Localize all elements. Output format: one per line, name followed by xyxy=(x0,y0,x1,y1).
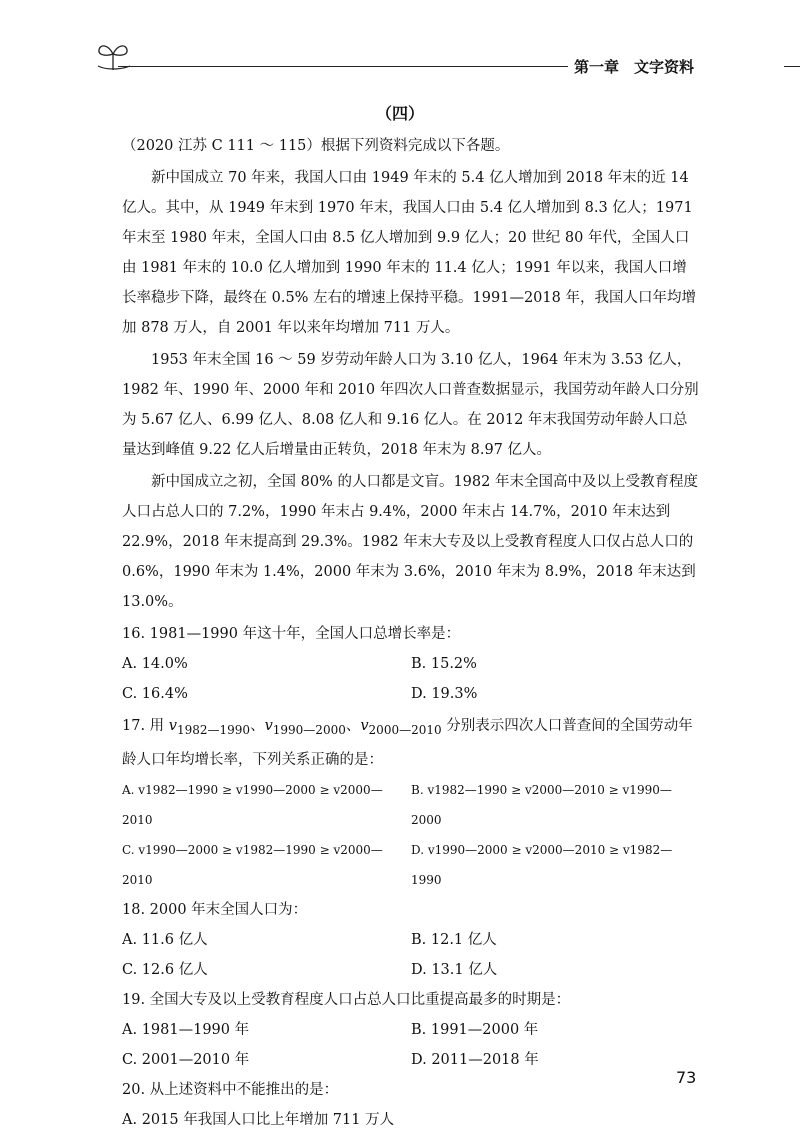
question-19-stem: 19. 全国大专及以上受教育程度人口占总人口比重提高最多的时期是： xyxy=(122,991,571,1008)
question-20-stem: 20. 从上述资料中不能推出的是： xyxy=(122,1081,339,1098)
q17-sep-1: 、 xyxy=(250,718,265,734)
q18-option-a[interactable]: A. 11.6 亿人 xyxy=(122,931,208,948)
q17-option-a[interactable]: A. v1982—1990 ≥ v1990—2000 ≥ v2000—2010 xyxy=(122,782,383,827)
sprout-icon xyxy=(96,40,130,72)
section-title: （四） xyxy=(375,104,424,123)
q17-sub-2: 1990—2000 xyxy=(272,722,346,737)
question-16-stem: 16. 1981—1990 年这十年，全国人口总增长率是： xyxy=(122,626,461,642)
q17-var-3: v xyxy=(360,718,369,734)
paragraph-1: 新中国成立 70 年来，我国人口由 1949 年末的 5.4 亿人增加到 2018 年末的近 14 亿人。其中，从 1949 年末到 1970 年末，我国人口由 5.4 亿人增加到 8.3 亿人；1971 年末至 1980 年末，全国人口由 8.5 亿人增加到 9.9 亿人；20 世纪 80 年代，全国人口由 1981 年末的 10.0 亿人增加到 1990 年末的 11.4 亿人；1991 年以来，我国人口增长率稳步下降，最终在 0.5% 左右的增速上保持平稳。1991—2018 年，我国人口年均增加 878 万人，自 2001 年以来年均增加 711 万人。 xyxy=(122,170,696,336)
q17-var-2: v xyxy=(264,718,273,734)
q18-option-d[interactable]: D. 13.1 亿人 xyxy=(411,961,498,978)
source-line: （2020 江苏 C 111 ～ 115）根据下列资料完成以下各题。 xyxy=(122,138,510,154)
page-content xyxy=(122,131,700,1135)
q17-sep-2: 、 xyxy=(345,718,361,734)
q17-sub-3: 2000—2010 xyxy=(368,722,442,737)
q17-option-b[interactable]: B. v1982—1990 ≥ v2000—2010 ≥ v1990—2000 xyxy=(411,782,672,827)
q19-option-a[interactable]: A. 1981—1990 年 xyxy=(122,1021,250,1038)
q16-option-c[interactable]: C. 16.4% xyxy=(122,686,188,702)
header-rule-right xyxy=(784,66,800,67)
page-header xyxy=(96,40,796,80)
paragraph-2: 1953 年末全国 16 ～ 59 岁劳动年龄人口为 3.10 亿人，1964 年末为 3.53 亿人，1982 年、1990 年、2000 年和 2010 年四次人口普查数据显示，我国劳动年龄人口分别为 5.67 亿人、6.99 亿人、8.08 亿人和 9.16 亿人。在 2012 年末我国劳动年龄人口总量达到峰值 9.22 亿人后增量由正转负，2018 年末为 8.97 亿人。 xyxy=(122,352,699,458)
q17-sub-1: 1982—1990 xyxy=(176,722,251,737)
question-16-options xyxy=(122,649,700,709)
q17-stem-pre: 17. 用 xyxy=(122,718,169,734)
q17-var-1: v xyxy=(168,718,177,734)
q19-option-c[interactable]: C. 2001—2010 年 xyxy=(122,1051,250,1068)
q19-option-d[interactable]: D. 2011—2018 年 xyxy=(411,1051,539,1068)
q18-option-c[interactable]: C. 12.6 亿人 xyxy=(122,961,208,978)
q18-option-b[interactable]: B. 12.1 亿人 xyxy=(411,931,497,948)
paragraph-3: 新中国成立之初，全国 80% 的人口都是文盲。1982 年末全国高中及以上受教育程度人口占总人口的 7.2%，1990 年末占 9.4%，2000 年末占 14.7%，2010 年末达到 22.9%，2018 年末提高到 29.3%。1982 年末大专及以上受教育程度人口仅占总人口的 0.6%，1990 年末为 1.4%，2000 年末为 3.6%，2010 年末为 8.9%，2018 年末达到 13.0%。 xyxy=(122,474,698,610)
question-19-options xyxy=(122,1015,700,1075)
question-17-options xyxy=(122,775,700,895)
page-number: 73 xyxy=(676,1068,697,1087)
question-17-stem xyxy=(122,711,700,775)
chapter-title: 第一章 文字资料 xyxy=(568,56,700,77)
q17-option-d[interactable]: D. v1990—2000 ≥ v2000—2010 ≥ v1982—1990 xyxy=(411,842,673,887)
question-18-stem: 18. 2000 年末全国人口为： xyxy=(122,901,308,918)
q16-option-a[interactable]: A. 14.0% xyxy=(122,656,188,672)
q16-option-b[interactable]: B. 15.2% xyxy=(411,656,477,672)
q17-stem-post: 分别表示四次人口普查间的全国劳动年龄人口年均增长率，下列关系正确的是： xyxy=(122,718,693,768)
q19-option-b[interactable]: B. 1991—2000 年 xyxy=(411,1021,539,1038)
q20-option-a[interactable]: A. 2015 年我国人口比上年增加 711 万人 xyxy=(122,1111,395,1128)
q16-option-d[interactable]: D. 19.3% xyxy=(411,686,478,702)
q17-option-c[interactable]: C. v1990—2000 ≥ v1982—1990 ≥ v2000—2010 xyxy=(122,842,383,887)
question-18-options xyxy=(122,925,700,985)
